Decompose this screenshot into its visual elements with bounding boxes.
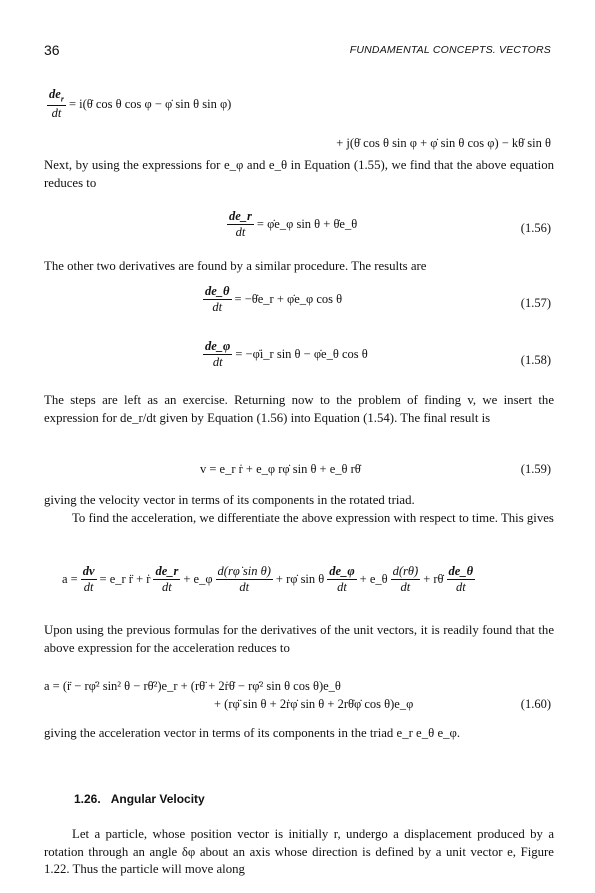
fraction-numerator: $de_r$ [47, 88, 66, 106]
page-number: 36 [44, 42, 60, 58]
paragraph-5: To find the acceleration, we differentiate the above expression with respect to time. This gives [72, 511, 554, 525]
paragraph-7: giving the acceleration vector in terms of its components in the triad e_r e_θ e_φ. [44, 726, 461, 740]
equation-number-1-60: (1.60) [520, 697, 551, 711]
equation-number-1-57: (1.57) [520, 296, 551, 310]
equation-rhs: = i(θ̇ cos θ cos φ − φ̇ sin θ sin φ) [68, 96, 232, 111]
equation-der-er-line1 [44, 88, 231, 120]
running-title: FUNDAMENTAL CONCEPTS. VECTORS [349, 44, 551, 56]
paragraph-2: The other two derivatives are found by a similar procedure. The results are [44, 259, 427, 273]
paragraph-4: giving the velocity vector in terms of its components in the rotated triad. [44, 493, 415, 507]
equation-1-56: $\frac{de\_r}{dt}$ = φ̇e_φ sin θ + θ̇e_θ [229, 209, 358, 240]
equation-number-1-56: (1.56) [520, 221, 551, 235]
equation-1-58: $\frac{de\_\varphi}{dt}$ = −φ̇i_r sin θ − φ̇e_θ cos θ [205, 339, 368, 370]
paragraph-8: Let a particle, whose position vector is initially r, undergo a displacement produced by a rotation through an angle δφ about an axis whose direction is defined by a unit vector e, Figure 1.22. Thus the particle will move along [44, 827, 554, 876]
equation-1-60-line2: + (rφ̈ sin θ + 2ṙφ̇ sin θ + 2rθ̇φ̇ cos θ)e_φ [214, 697, 414, 711]
paragraph-6: Upon using the previous formulas for the derivatives of the unit vectors, it is readily found that the above expression for the acceleration reduces to [44, 623, 554, 655]
equation-number-1-59: (1.59) [520, 462, 551, 476]
section-number: 1.26. [74, 792, 101, 806]
equation-1-60-line1: a = (r̈ − rφ̇² sin² θ − rθ̇²)e_r + (rθ̈ + 2ṙθ̇ − rφ̇² sin θ cos θ)e_θ [44, 679, 341, 693]
equation-1-57: $\frac{de\_\theta}{dt}$ = −θ̇e_r + φ̇e_φ cos θ [205, 284, 343, 315]
equation-acceleration: a = $\frac{dv}{dt}$ = e_r r̈ + ṙ $\frac{de\_r}{dt}$ + e_φ $\frac{\text{d(rφ̇ sin θ)}}{dt}$ + rφ̇ sin θ $\frac{de\_\varphi}{dt}$ + e_θ $\frac{d(r\thetȧ)}{dt}$ + rθ̇ $\frac{de\_\theta}{dt}$ [62, 564, 474, 595]
section-heading [74, 792, 215, 806]
paragraph-1: Next, by using the expressions for e_φ and e_θ in Equation (1.55), we find that the above equation reduces to [44, 158, 554, 190]
equation-der-er-line2: + j(θ̇ cos θ sin φ + φ̇ sin θ cos φ) − kθ̇ sin θ [336, 136, 551, 150]
section-title: Angular Velocity [110, 792, 205, 806]
fraction-denominator: dt [51, 105, 62, 120]
paragraph-3: The steps are left as an exercise. Returning now to the problem of finding v, we insert the expression for de_r/dt given by Equation (1.56) into Equation (1.54). The final result is [44, 393, 554, 425]
equation-number-1-58: (1.58) [520, 353, 551, 367]
equation-1-59: v = e_r ṙ + e_φ rφ̇ sin θ + e_θ rθ̇ [200, 462, 361, 476]
fraction-der-er [47, 88, 66, 120]
